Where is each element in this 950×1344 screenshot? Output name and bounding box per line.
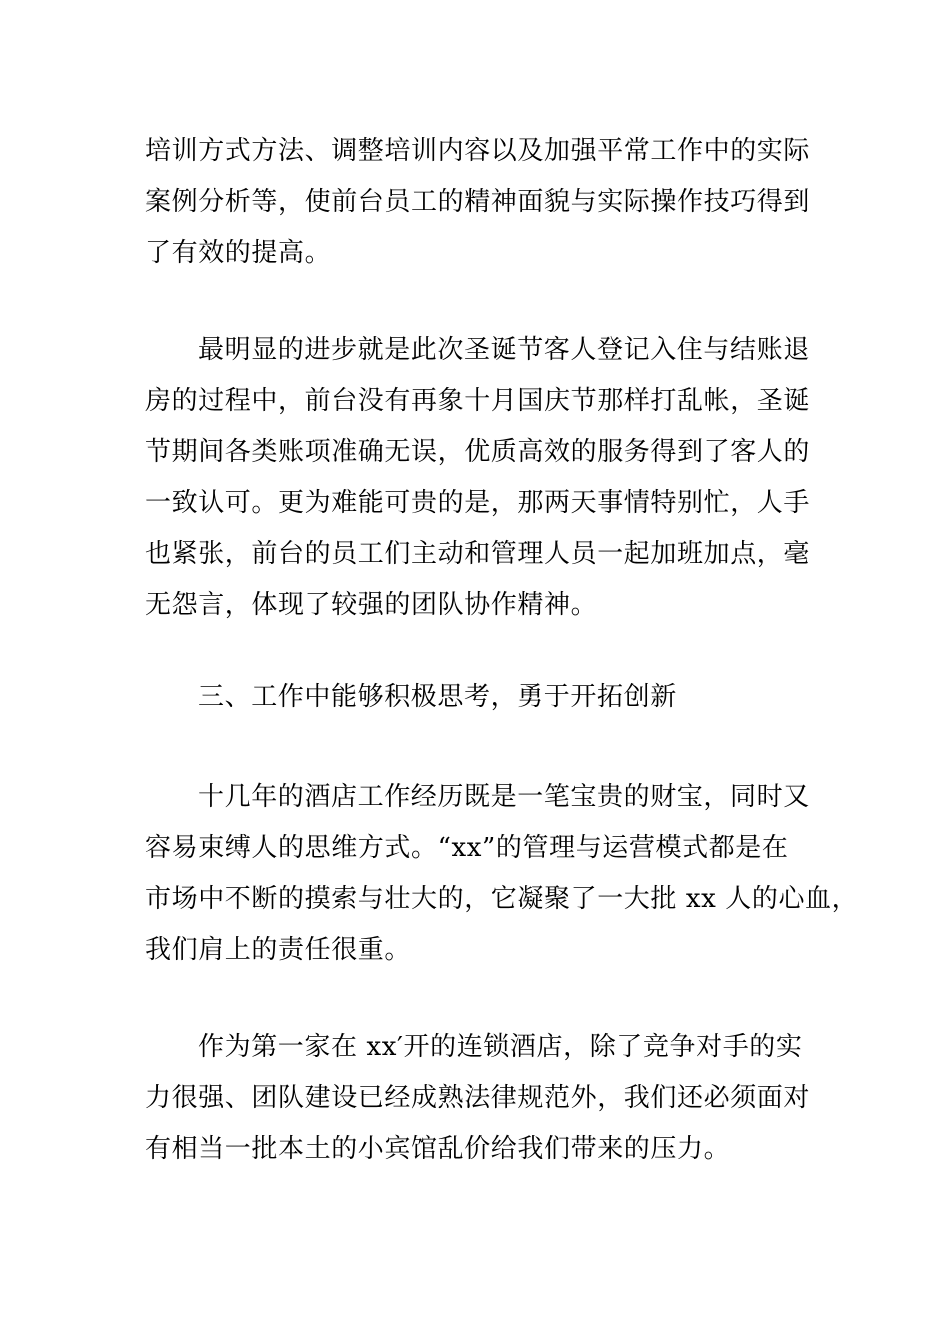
text-line: 市场中不断的摸索与壮大的，它凝聚了一大批 xx 人的心血， <box>145 884 859 914</box>
text-line: 房的过程中，前台没有再象十月国庆节那样打乱帐，圣诞 <box>145 386 811 416</box>
text-line: 十几年的酒店工作经历既是一笔宝贵的财宝，同时又 <box>198 782 810 812</box>
paragraph-competition <box>145 1022 810 1175</box>
paragraph-training-results <box>145 126 810 279</box>
text-line: 了有效的提高。 <box>145 238 332 268</box>
heading-line: 三、工作中能够积极思考，勇于开拓创新 <box>198 682 677 712</box>
text-line: 力很强、团队建设已经成熟法律规范外，我们还必须面对 <box>145 1083 811 1113</box>
text-line: 有相当一批本土的小宾馆乱价给我们带来的压力。 <box>145 1134 731 1164</box>
paragraph-christmas-progress <box>145 325 810 631</box>
text-line: 最明显的进步就是此次圣诞节客人登记入住与结账退 <box>198 335 810 365</box>
text-line: 节期间各类账项准确无误，优质高效的服务得到了客人的 <box>145 437 811 467</box>
text-line: 案例分析等，使前台员工的精神面貌与实际操作技巧得到 <box>145 187 811 217</box>
text-line: 无怨言，体现了较强的团队协作精神。 <box>145 590 598 620</box>
text-line: 培训方式方法、调整培训内容以及加强平常工作中的实际 <box>145 136 811 166</box>
paragraph-experience <box>145 772 859 976</box>
text-line: 一致认可。更为难能可贵的是，那两天事情特别忙，人手 <box>145 488 811 518</box>
text-line: 也紧张，前台的员工们主动和管理人员一起加班加点，毫 <box>145 539 811 569</box>
text-line: 我们肩上的责任很重。 <box>145 935 412 965</box>
text-line: 作为第一家在 xx′开的连锁酒店，除了竞争对手的实 <box>198 1032 803 1062</box>
section-heading <box>145 672 810 723</box>
text-line: 容易束缚人的思维方式。“xx”的管理与运营模式都是在 <box>145 833 789 863</box>
